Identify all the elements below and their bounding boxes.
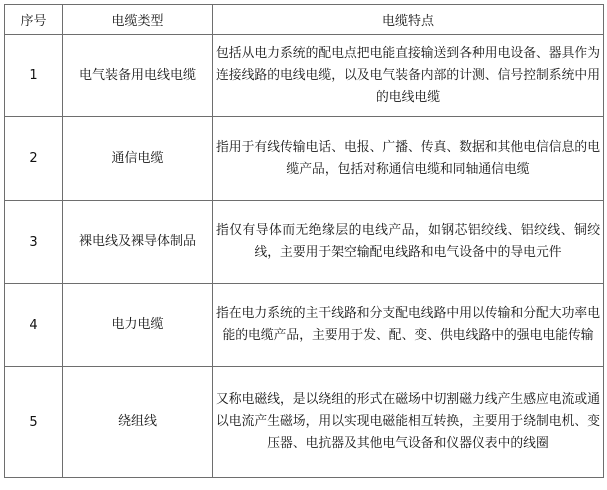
row-type: 电气装备用电线电缆 — [63, 35, 213, 117]
row-no: 3 — [5, 201, 63, 284]
table-row — [5, 201, 604, 284]
row-type: 绕组线 — [63, 367, 213, 478]
table-row — [5, 367, 604, 478]
row-type: 通信电缆 — [63, 117, 213, 201]
row-no: 5 — [5, 367, 63, 478]
row-features: 包括从电力系统的配电点把电能直接输送到各种用电设备、器具作为连接线路的电线电缆，以及电气装备内部的计测、信号控制系统中用的电线电缆 — [213, 35, 604, 117]
table-row — [5, 35, 604, 117]
row-features: 指仅有导体而无绝缘层的电线产品，如钢芯铝绞线、铝绞线、铜绞线，主要用于架空输配电线路和电气设备中的导电元件 — [213, 201, 604, 284]
row-features: 指用于有线传输电话、电报、广播、传真、数据和其他电信信息的电缆产品，包括对称通信电缆和同轴通信电缆 — [213, 117, 604, 201]
header-type: 电缆类型 — [63, 5, 213, 35]
cable-types-table — [4, 4, 604, 478]
row-type: 电力电缆 — [63, 284, 213, 367]
table-row — [5, 284, 604, 367]
row-type: 裸电线及裸导体制品 — [63, 201, 213, 284]
row-features: 指在电力系统的主干线路和分支配电线路中用以传输和分配大功率电能的电缆产品，主要用于发、配、变、供电线路中的强电电能传输 — [213, 284, 604, 367]
header-features: 电缆特点 — [213, 5, 604, 35]
row-no: 1 — [5, 35, 63, 117]
row-no: 2 — [5, 117, 63, 201]
row-features: 又称电磁线，是以绕组的形式在磁场中切割磁力线产生感应电流或通以电流产生磁场，用以实现电磁能相互转换，主要用于绕制电机、变压器、电抗器及其他电气设备和仪器仪表中的线圈 — [213, 367, 604, 478]
header-no: 序号 — [5, 5, 63, 35]
table-header-row — [5, 5, 604, 35]
table-row — [5, 117, 604, 201]
row-no: 4 — [5, 284, 63, 367]
